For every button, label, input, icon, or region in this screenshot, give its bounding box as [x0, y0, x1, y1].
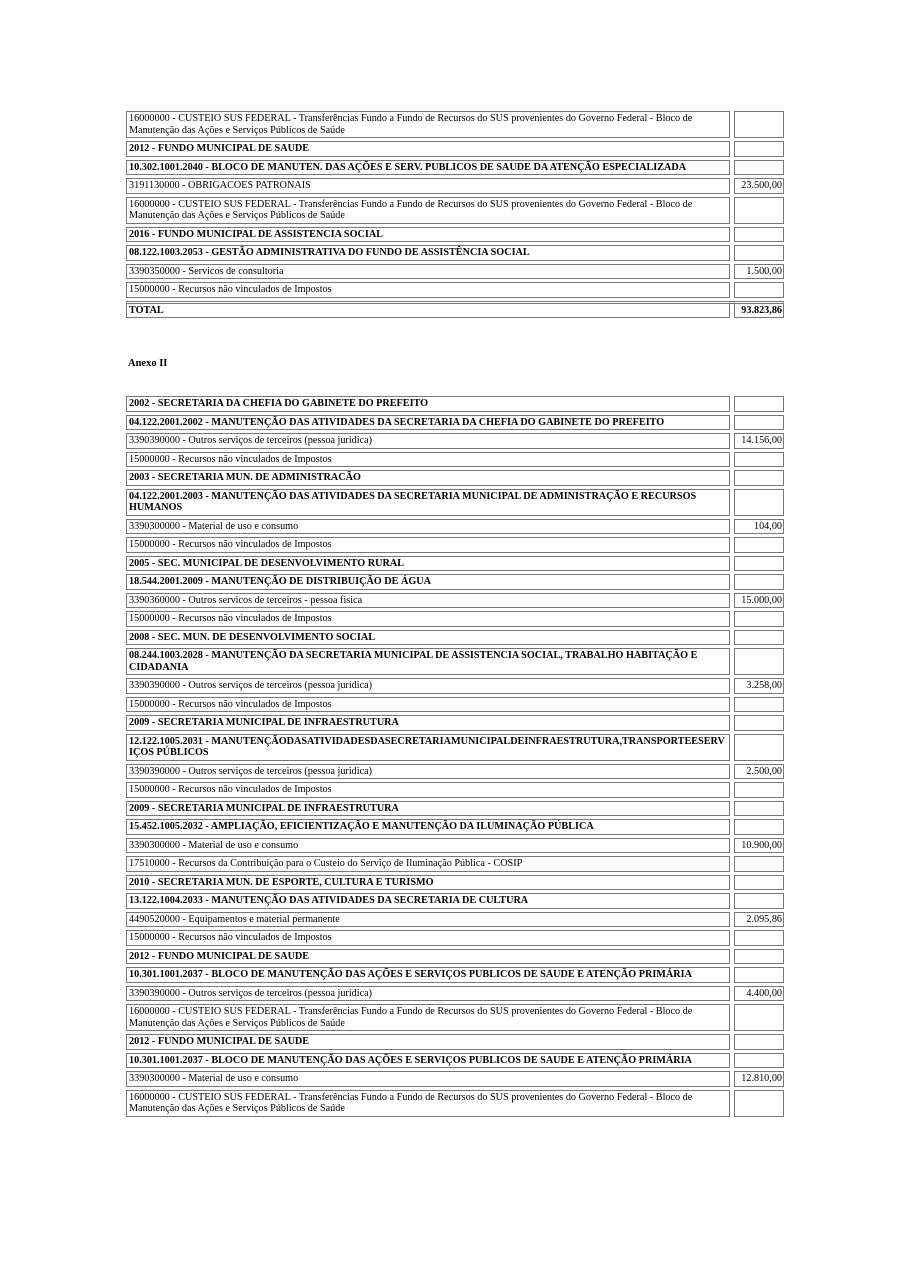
section-row — [126, 648, 784, 675]
table-row — [126, 1090, 784, 1117]
table-row — [126, 678, 784, 694]
row-value — [734, 470, 784, 486]
section-row — [126, 949, 784, 965]
row-description: 13.122.1004.2033 - MANUTENÇÃO DAS ATIVIDADES DA SECRETARIA DE CULTURA — [126, 893, 730, 909]
row-description: 3390360000 - Outros servicos de terceiros - pessoa fisica — [126, 593, 730, 609]
row-description: 16000000 - CUSTEIO SUS FEDERAL - Transferências Fundo a Fundo de Recursos do SUS provenientes do Governo Federal - Bloco de Manutenção das Ações e Serviços Públicos de Saúde — [126, 197, 730, 224]
row-value — [734, 930, 784, 946]
table-row — [126, 282, 784, 298]
row-description: 2002 - SECRETARIA DA CHEFIA DO GABINETE DO PREFEITO — [126, 396, 730, 412]
row-description: 3390350000 - Servicos de consultoria — [126, 264, 730, 280]
section-row — [126, 227, 784, 243]
row-value — [734, 819, 784, 835]
annex-ii-table — [126, 393, 784, 1120]
table-row — [126, 178, 784, 194]
row-description: 2008 - SEC. MUN. DE DESENVOLVIMENTO SOCIAL — [126, 630, 730, 646]
row-description: 15000000 - Recursos não vinculados de Impostos — [126, 452, 730, 468]
table-row — [126, 856, 784, 872]
section-row — [126, 396, 784, 412]
row-value — [734, 141, 784, 157]
row-description: 3390390000 - Outros serviços de terceiros (pessoa juridica) — [126, 764, 730, 780]
budget-table-2-body — [126, 396, 784, 1117]
section-row — [126, 715, 784, 731]
row-value — [734, 893, 784, 909]
row-description: 08.122.1003.2053 - GESTÃO ADMINISTRATIVA DO FUNDO DE ASSISTÊNCIA SOCIAL — [126, 245, 730, 261]
row-value: 14.156,00 — [734, 433, 784, 449]
row-description: 15000000 - Recursos não vinculados de Impostos — [126, 697, 730, 713]
row-value — [734, 630, 784, 646]
row-value — [734, 111, 784, 138]
row-value — [734, 197, 784, 224]
row-value: 2.095,86 — [734, 912, 784, 928]
row-description: 2012 - FUNDO MUNICIPAL DE SAUDE — [126, 949, 730, 965]
section-row — [126, 967, 784, 983]
row-value: 15.000,00 — [734, 593, 784, 609]
row-description: 04.122.2001.2003 - MANUTENÇÃO DAS ATIVIDADES DA SECRETARIA MUNICIPAL DE ADMINISTRAÇÃO E RECURSOS HUMANOS — [126, 489, 730, 516]
section-row — [126, 1053, 784, 1069]
row-description: 16000000 - CUSTEIO SUS FEDERAL - Transferências Fundo a Fundo de Recursos do SUS provenientes do Governo Federal - Bloco de Manutenção das Ações e Serviços Públicos de Saúde — [126, 1090, 730, 1117]
table-row — [126, 782, 784, 798]
table-row — [126, 912, 784, 928]
section-row — [126, 819, 784, 835]
row-description: 15000000 - Recursos não vinculados de Impostos — [126, 611, 730, 627]
row-value — [734, 160, 784, 176]
section-row — [126, 875, 784, 891]
section-row — [126, 245, 784, 261]
row-value — [734, 856, 784, 872]
row-value — [734, 1053, 784, 1069]
row-description: 2009 - SECRETARIA MUNICIPAL DE INFRAESTRUTURA — [126, 715, 730, 731]
row-value — [734, 1034, 784, 1050]
table-row — [126, 838, 784, 854]
row-value — [734, 282, 784, 298]
row-description: 15000000 - Recursos não vinculados de Impostos — [126, 282, 730, 298]
row-value: 2.500,00 — [734, 764, 784, 780]
row-description: 16000000 - CUSTEIO SUS FEDERAL - Transferências Fundo a Fundo de Recursos do SUS provenientes do Governo Federal - Bloco de Manutenção das Ações e Serviços Públicos de Saúde — [126, 1004, 730, 1031]
table-row — [126, 764, 784, 780]
row-description: 3390390000 - Outros serviços de terceiros (pessoa juridica) — [126, 433, 730, 449]
table-row — [126, 1004, 784, 1031]
row-value — [734, 697, 784, 713]
table-row — [126, 537, 784, 553]
section-row — [126, 556, 784, 572]
row-value: 10.900,00 — [734, 838, 784, 854]
table-row — [126, 697, 784, 713]
row-description: 3191130000 - OBRIGACOES PATRONAIS — [126, 178, 730, 194]
row-description: 2016 - FUNDO MUNICIPAL DE ASSISTENCIA SOCIAL — [126, 227, 730, 243]
row-description: 3390300000 - Material de uso e consumo — [126, 838, 730, 854]
row-description: 3390300000 - Material de uso e consumo — [126, 519, 730, 535]
row-description: 15000000 - Recursos não vinculados de Impostos — [126, 930, 730, 946]
table-row — [126, 986, 784, 1002]
section-row — [126, 415, 784, 431]
row-value — [734, 415, 784, 431]
row-value — [734, 875, 784, 891]
row-value — [734, 574, 784, 590]
row-value — [734, 648, 784, 675]
row-value — [734, 782, 784, 798]
section-row — [126, 489, 784, 516]
section-row — [126, 893, 784, 909]
section-row — [126, 630, 784, 646]
section-row — [126, 801, 784, 817]
row-value — [734, 949, 784, 965]
row-value — [734, 245, 784, 261]
row-value: 23.500,00 — [734, 178, 784, 194]
section-row — [126, 574, 784, 590]
table-row — [126, 519, 784, 535]
budget-table-1-body — [126, 111, 784, 298]
table-row — [126, 452, 784, 468]
section-row — [126, 141, 784, 157]
row-value — [734, 556, 784, 572]
table-row — [126, 111, 784, 138]
row-value — [734, 537, 784, 553]
row-description: 10.302.1001.2040 - BLOCO DE MANUTEN. DAS AÇÕES E SERV. PUBLICOS DE SAUDE DA ATENÇÃO ESPECIALIZADA — [126, 160, 730, 176]
section-row — [126, 470, 784, 486]
row-value — [734, 452, 784, 468]
table-row — [126, 930, 784, 946]
row-description: 12.122.1005.2031 - MANUTENÇÃODASATIVIDADESDASECRETARIAMUNICIPALDEINFRAESTRUTURA,TRANSPORTEESERVIÇOS PÚBLICOS — [126, 734, 730, 761]
row-description: 04.122.2001.2002 - MANUTENÇÃO DAS ATIVIDADES DA SECRETARIA DA CHEFIA DO GABINETE DO PREFEITO — [126, 415, 730, 431]
total-row — [126, 301, 784, 319]
row-description: 2012 - FUNDO MUNICIPAL DE SAUDE — [126, 141, 730, 157]
row-description: 3390390000 - Outros serviços de terceiros (pessoa juridica) — [126, 678, 730, 694]
budget-table-continuation — [126, 108, 784, 321]
row-description: 2005 - SEC. MUNICIPAL DE DESENVOLVIMENTO RURAL — [126, 556, 730, 572]
table-row — [126, 264, 784, 280]
row-value: 104,00 — [734, 519, 784, 535]
row-value — [734, 734, 784, 761]
row-value: 4.400,00 — [734, 986, 784, 1002]
row-description: 10.301.1001.2037 - BLOCO DE MANUTENÇÃO DAS AÇÕES E SERVIÇOS PUBLICOS DE SAUDE E ATENÇÃO PRIMÁRIA — [126, 967, 730, 983]
row-value: 1.500,00 — [734, 264, 784, 280]
row-description: 2010 - SECRETARIA MUN. DE ESPORTE, CULTURA E TURISMO — [126, 875, 730, 891]
row-value — [734, 611, 784, 627]
row-description: 16000000 - CUSTEIO SUS FEDERAL - Transferências Fundo a Fundo de Recursos do SUS provenientes do Governo Federal - Bloco de Manutenção das Ações e Serviços Públicos de Saúde — [126, 111, 730, 138]
row-description: 4490520000 - Equipamentos e material permanente — [126, 912, 730, 928]
row-description: 15.452.1005.2032 - AMPLIAÇÃO, EFICIENTIZAÇÃO E MANUTENÇÃO DA ILUMINAÇÃO PÚBLICA — [126, 819, 730, 835]
row-value — [734, 1004, 784, 1031]
row-description: 2009 - SECRETARIA MUNICIPAL DE INFRAESTRUTURA — [126, 801, 730, 817]
row-value: 12.810,00 — [734, 1071, 784, 1087]
row-value — [734, 396, 784, 412]
row-value: 3.258,00 — [734, 678, 784, 694]
total-value: 93.823,86 — [734, 301, 784, 319]
row-description: 15000000 - Recursos não vinculados de Impostos — [126, 537, 730, 553]
section-row — [126, 160, 784, 176]
row-description: 10.301.1001.2037 - BLOCO DE MANUTENÇÃO DAS AÇÕES E SERVIÇOS PUBLICOS DE SAUDE E ATENÇÃO PRIMÁRIA — [126, 1053, 730, 1069]
row-description: 3390390000 - Outros serviços de terceiros (pessoa juridica) — [126, 986, 730, 1002]
row-value — [734, 489, 784, 516]
row-description: 3390300000 - Material de uso e consumo — [126, 1071, 730, 1087]
section-row — [126, 734, 784, 761]
table-row — [126, 593, 784, 609]
total-label: TOTAL — [126, 301, 730, 319]
row-value — [734, 801, 784, 817]
row-value — [734, 967, 784, 983]
section-row — [126, 1034, 784, 1050]
budget-table-2 — [126, 393, 784, 1120]
budget-table-1 — [126, 108, 784, 321]
row-description: 08.244.1003.2028 - MANUTENÇÃO DA SECRETARIA MUNICIPAL DE ASSISTENCIA SOCIAL, TRABALHO HABITAÇÃO E CIDADANIA — [126, 648, 730, 675]
row-description: 2003 - SECRETARIA MUN. DE ADMINISTRACÃO — [126, 470, 730, 486]
row-description: 17510000 - Recursos da Contribuição para o Custeio do Serviço de Iluminação Pública - COSIP — [126, 856, 730, 872]
row-description: 18.544.2001.2009 - MANUTENÇÃO DE DISTRIBUIÇÃO DE ÁGUA — [126, 574, 730, 590]
table-row — [126, 1071, 784, 1087]
row-value — [734, 1090, 784, 1117]
annex-title: Anexo II — [128, 358, 168, 369]
table-row — [126, 433, 784, 449]
row-value — [734, 715, 784, 731]
row-description: 2012 - FUNDO MUNICIPAL DE SAUDE — [126, 1034, 730, 1050]
row-description: 15000000 - Recursos não vinculados de Impostos — [126, 782, 730, 798]
row-value — [734, 227, 784, 243]
table-row — [126, 611, 784, 627]
table-row — [126, 197, 784, 224]
